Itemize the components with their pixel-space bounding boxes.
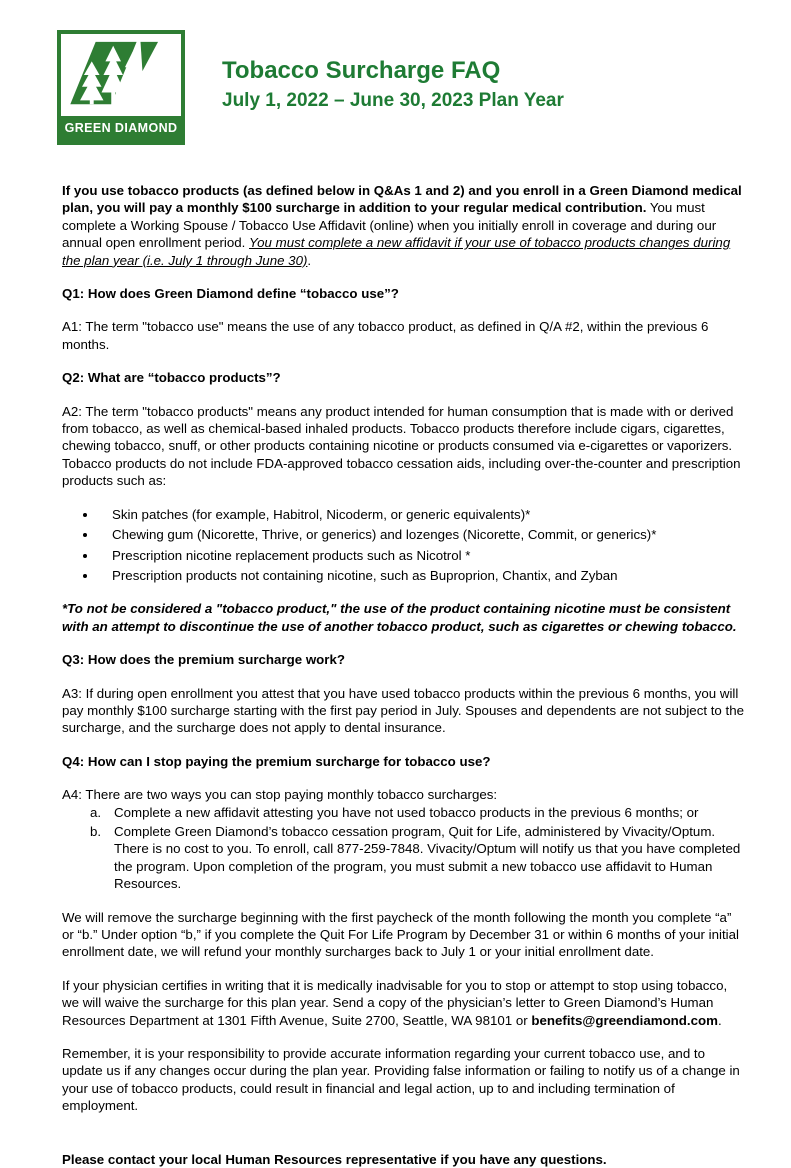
qa-block-3 [62, 651, 745, 737]
question-3: Q3: How does the premium surcharge work? [62, 652, 345, 668]
remove-surcharge-paragraph: We will remove the surcharge beginning with the first paycheck of the month following the month you complete “a” or “b.” Under option “b,” if you complete the Quit For Life Program by December 31 or within 6 months of your initial enrollment date, we will refund your monthly surcharges back to July 1 or your initial enrollment date. [62, 909, 739, 960]
list-item [62, 804, 745, 821]
green-diamond-logo [57, 30, 185, 145]
logo-wordmark: GREEN DIAMOND [61, 116, 181, 141]
intro-period: . [307, 252, 312, 268]
intro-bold-text: If you use tobacco products (as defined below in Q&As 1 and 2) and you enroll in a Green Diamond medical plan, you will pay a monthly $100 surcharge in addition to your regular medical contribution. [62, 183, 742, 216]
qa-block-1 [62, 285, 745, 353]
answer-2: A2: The term "tobacco products" means any product intended for human consumption that is made with or derived from tobacco, as well as chemical-based inhaled products. Tobacco products therefore include cigars, cigarettes, chewing tobacco, snuff, or other products containing nicotine or products consumed via e-cigarettes or vaporizers. Tobacco products do not include FDA-approved tobacco cessation aids, including over-the-counter and prescription products such as: [62, 403, 741, 489]
intro-paragraph [62, 182, 745, 269]
list-item: • Chewing gum (Nicorette, Thrive, or generics) and lozenges (Nicorette, Commit, or generics)* [98, 526, 745, 543]
document-body [0, 145, 791, 1168]
answer-4-lead: A4: There are two ways you can stop paying monthly tobacco surcharges: [62, 787, 498, 803]
list-item: • Prescription nicotine replacement products such as Nicotrol * [98, 547, 745, 564]
footnote-paragraph: *To not be considered a "tobacco product," the use of the product containing nicotine must be consistent with an attempt to discontinue the use of another tobacco product, such as cigarettes or chewing tobacco. [62, 601, 737, 634]
answer-3: A3: If during open enrollment you attest that you have used tobacco products within the previous 6 months, you will pay monthly $100 surcharge starting with the first pay period in July. Spouses and dependents are not subject to the surcharge, and the surcharge does not apply to dental insurance. [62, 685, 744, 736]
list-marker: a. [90, 804, 102, 820]
surcharge-options-list [62, 804, 745, 893]
physician-period: . [717, 1012, 722, 1028]
closing-paragraph: Please contact your local Human Resources representative if you have any questions. [62, 1151, 607, 1167]
page-title: Tobacco Surcharge FAQ [222, 57, 501, 84]
qa-block-4 [62, 753, 745, 893]
answer-1: A1: The term "tobacco use" means the use of any tobacco product, as defined in Q/A #2, within the previous 6 months. [62, 319, 709, 352]
qa-block-2 [62, 369, 745, 489]
page-subtitle: July 1, 2022 – June 30, 2023 Plan Year [222, 90, 564, 112]
list-item [62, 823, 745, 893]
cessation-products-list [62, 506, 745, 585]
document-header [0, 0, 791, 145]
option-b-text: Complete Green Diamond’s tobacco cessation program, Quit for Life, administered by Vivacity/Optum. There is no cost to you. To enroll, call 877-259-7848. Vivacity/Optum will notify us that you have completed the program. Upon completion of the program, you must submit a new tobacco use affidavit to Human Resources. [114, 823, 741, 892]
question-2: Q2: What are “tobacco products”? [62, 370, 281, 386]
intro-regular-text: You must complete a Working Spouse / Tobacco Use Affidavit (online) when you initially enroll in coverage and during our annual open enrollment period. [62, 200, 717, 251]
list-item: • Prescription products not containing nicotine, such as Buproprion, Chantix, and Zyban [98, 567, 745, 584]
question-1: Q1: How does Green Diamond define “tobacco use”? [62, 286, 399, 302]
physician-waiver-paragraph [62, 977, 745, 1029]
benefits-email: benefits@greendiamond.com [531, 1012, 718, 1028]
list-marker: b. [90, 823, 102, 839]
list-item: • Skin patches (for example, Habitrol, Nicoderm, or generic equivalents)* [98, 506, 745, 523]
option-a-text: Complete a new affidavit attesting you have not used tobacco products in the previous 6 months; or [114, 804, 699, 820]
intro-underlined-italic-text: You must complete a new affidavit if your use of tobacco products changes during the plan year (i.e. July 1 through June 30) [62, 235, 731, 268]
physician-text: If your physician certifies in writing that it is medically inadvisable for you to stop or attempt to stop using tobacco, we will waive the surcharge for this plan year. Send a copy of the physician’s letter to Green Diamond’s Human Resources Department at 1301 Fifth Avenue, Suite 2700, Seattle, WA 98101 or [62, 977, 728, 1028]
title-block [222, 30, 564, 112]
evergreen-trees-icon [61, 34, 181, 116]
remember-paragraph: Remember, it is your responsibility to provide accurate information regarding your current tobacco use, and to update us if any changes occur during the plan year. Providing false information or failing to notify us of a change in your use of tobacco products, could result in financial and legal action, up to and including termination of employment. [62, 1046, 740, 1114]
question-4: Q4: How can I stop paying the premium surcharge for tobacco use? [62, 753, 491, 769]
